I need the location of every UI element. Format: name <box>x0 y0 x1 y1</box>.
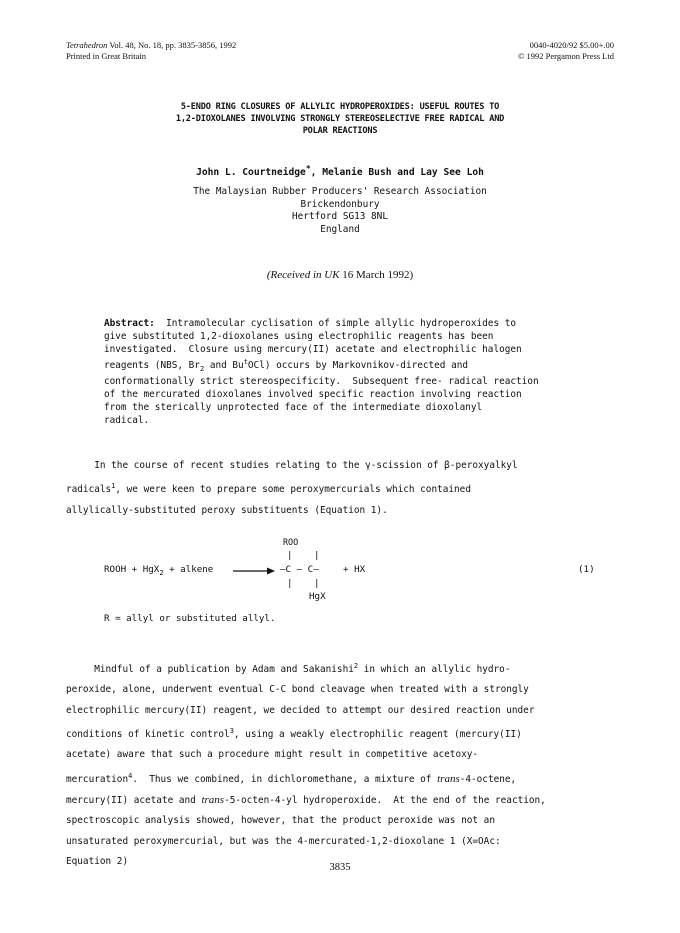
para2-line-2: peroxide, alone, underwent eventual C-C bond cleavage when treated with a strongly <box>66 684 529 696</box>
para2-line-5: acetate) aware that such a procedure might result in competitive acetoxy- <box>66 749 479 761</box>
para2-line-1 <box>66 656 626 680</box>
affiliation-line-1: The Malaysian Rubber Producers' Research Association <box>193 186 487 197</box>
intro-text-2c: , we were keen to prepare some peroxymercurials which contained <box>115 484 471 496</box>
eq-bar-bottom-right: | <box>314 578 320 589</box>
r-definition: R = allyl or substituted allyl. <box>104 613 276 624</box>
title-line-1: 5-ENDO RING CLOSURES OF ALLYLIC HYDROPEROXIDES: USEFUL ROUTES TO <box>180 102 500 112</box>
ref-2: 2 <box>353 662 359 670</box>
eq-reactants-b: + alkene <box>163 564 214 575</box>
para2-line-9: unsaturated peroxymercurial, but was the 4-mercurated-1,2-dioxolane 1 (X=OAc: <box>66 835 501 847</box>
abstract-line-5: conformationally strict stereospecificity. Subsequent free- radical reaction <box>104 376 539 388</box>
received-day: 16 March 1992) <box>339 269 414 281</box>
abstract-line-7: from the sterically unprotected face of the intermediate dioxolanyl <box>104 401 483 413</box>
journal-volume: Vol. 48, No. 18, pp. 3835-3856, 1992 <box>107 40 237 50</box>
eq-hgx: HgX <box>309 591 326 602</box>
title-line-2: 1,2-DIOXOLANES INVOLVING STRONGLY STEREOSELECTIVE FREE RADICAL AND <box>175 114 505 124</box>
tert-superscript: t <box>243 358 248 367</box>
reaction-arrow-icon <box>233 566 275 576</box>
para2-text-7a: mercury(II) acetate and <box>66 795 202 807</box>
intro-paragraph <box>66 456 626 521</box>
intro-text-2a: radicals <box>66 484 112 496</box>
abstract-line-3: investigated. Closure using mercury(II) acetate and electrophilic halogen <box>104 343 522 355</box>
eq-bar-top-left: | <box>287 550 293 561</box>
affiliation <box>0 186 680 236</box>
eq-plus-hx: + HX <box>343 564 366 575</box>
abstract-line-6: of the mercurated dioxolanes involved specific reaction involving reaction <box>104 388 522 400</box>
italic-trans-2: trans <box>201 794 225 807</box>
journal-citation <box>66 40 236 51</box>
eq-reactants <box>104 564 213 577</box>
copyright: © 1992 Pergamon Press Ltd <box>517 51 614 61</box>
para2-text-1c: in which an allylic hydro- <box>358 664 511 676</box>
para2-text-6c: . Thus we combined, in dichloromethane, a mixture of <box>132 773 438 785</box>
italic-trans-1: trans <box>437 772 460 785</box>
title-line-3: POLAR REACTIONS <box>302 126 378 136</box>
received-prefix: (Received in UK <box>266 269 340 281</box>
intro-line-3: allylically-substituted peroxy substituents (Equation 1). <box>66 504 388 516</box>
para2-line-4 <box>66 721 626 745</box>
eq-hgx-subscript: 2 <box>159 568 164 577</box>
intro-line-1: In the course of recent studies relating to the γ-scission of β-peroxyalkyl <box>66 460 518 471</box>
abstract <box>104 318 574 427</box>
abstract-text-4e: OCl) occurs by Markovnikov-directed and <box>247 360 469 372</box>
ref-1: 1 <box>111 482 116 491</box>
eq-roo: ROO <box>283 537 299 547</box>
other-authors: , Melanie Bush and Lay See Loh <box>310 167 484 179</box>
ref-4: 4 <box>128 771 133 780</box>
abstract-text-1: Intramolecular cyclisation of simple allylic hydroperoxides to <box>154 318 517 329</box>
printed-in: Printed in Great Britain <box>66 51 147 61</box>
para2-text-4a: conditions of kinetic control <box>66 729 230 741</box>
issn-price: 0040-4020/92 $5.00+.00 <box>529 40 614 50</box>
abstract-text-4a: reagents (NBS, Br <box>104 360 200 372</box>
journal-name: Tetrahedron <box>66 40 108 50</box>
equation-number: (1) <box>578 564 595 575</box>
para2-text-7c: -5-octen-4-yl hydroperoxide. At the end of the reaction, <box>224 795 546 807</box>
abstract-line-8: radical. <box>104 414 150 426</box>
affiliation-line-4: England <box>320 223 360 235</box>
ref-3: 3 <box>229 727 234 736</box>
abstract-line-1 <box>104 318 574 331</box>
eq-product-core: —C — C— <box>280 564 319 575</box>
eq-bar-bottom-left: | <box>287 578 293 589</box>
received-date <box>0 269 680 281</box>
para2-text-1a: Mindful of a publication by Adam and Sakanishi <box>66 664 354 676</box>
corresponding-mark: * <box>305 164 311 173</box>
affiliation-line-2: Brickendonbury <box>300 198 380 210</box>
abstract-line-2: give substituted 1,2-dioxolanes using electrophilic reagents has been <box>104 330 494 342</box>
para2-line-3: electrophilic mercury(II) reagent, we decided to attempt our desired reaction under <box>66 704 535 716</box>
abstract-text-4c: and Bu <box>204 360 244 372</box>
page-number: 3835 <box>329 862 351 873</box>
para2-line-8: spectroscopic analysis showed, however, that the product peroxide was not an <box>66 815 495 827</box>
para2-text-6a: mercuration <box>66 773 129 785</box>
main-paragraph <box>66 656 626 872</box>
para2-line-6 <box>66 766 626 790</box>
author-1: John L. Courtneidge <box>196 167 306 179</box>
para2-text-4c: , using a weakly electrophilic reagent (mercury(II) <box>233 729 522 741</box>
br2-subscript: 2 <box>199 365 205 374</box>
eq-reactants-a: ROOH + HgX <box>104 564 160 575</box>
affiliation-line-3: Hertford SG13 8NL <box>292 211 388 222</box>
paper-title <box>0 101 680 137</box>
eq-bar-top-right: | <box>314 550 320 561</box>
para2-line-7 <box>66 790 626 811</box>
para2-line-10: Equation 2) <box>66 856 129 868</box>
abstract-label: Abstract: <box>104 318 155 329</box>
abstract-line-4 <box>104 356 574 376</box>
intro-line-2 <box>66 476 626 500</box>
para2-text-6e: -4-octene, <box>459 773 517 785</box>
authors <box>0 164 680 178</box>
